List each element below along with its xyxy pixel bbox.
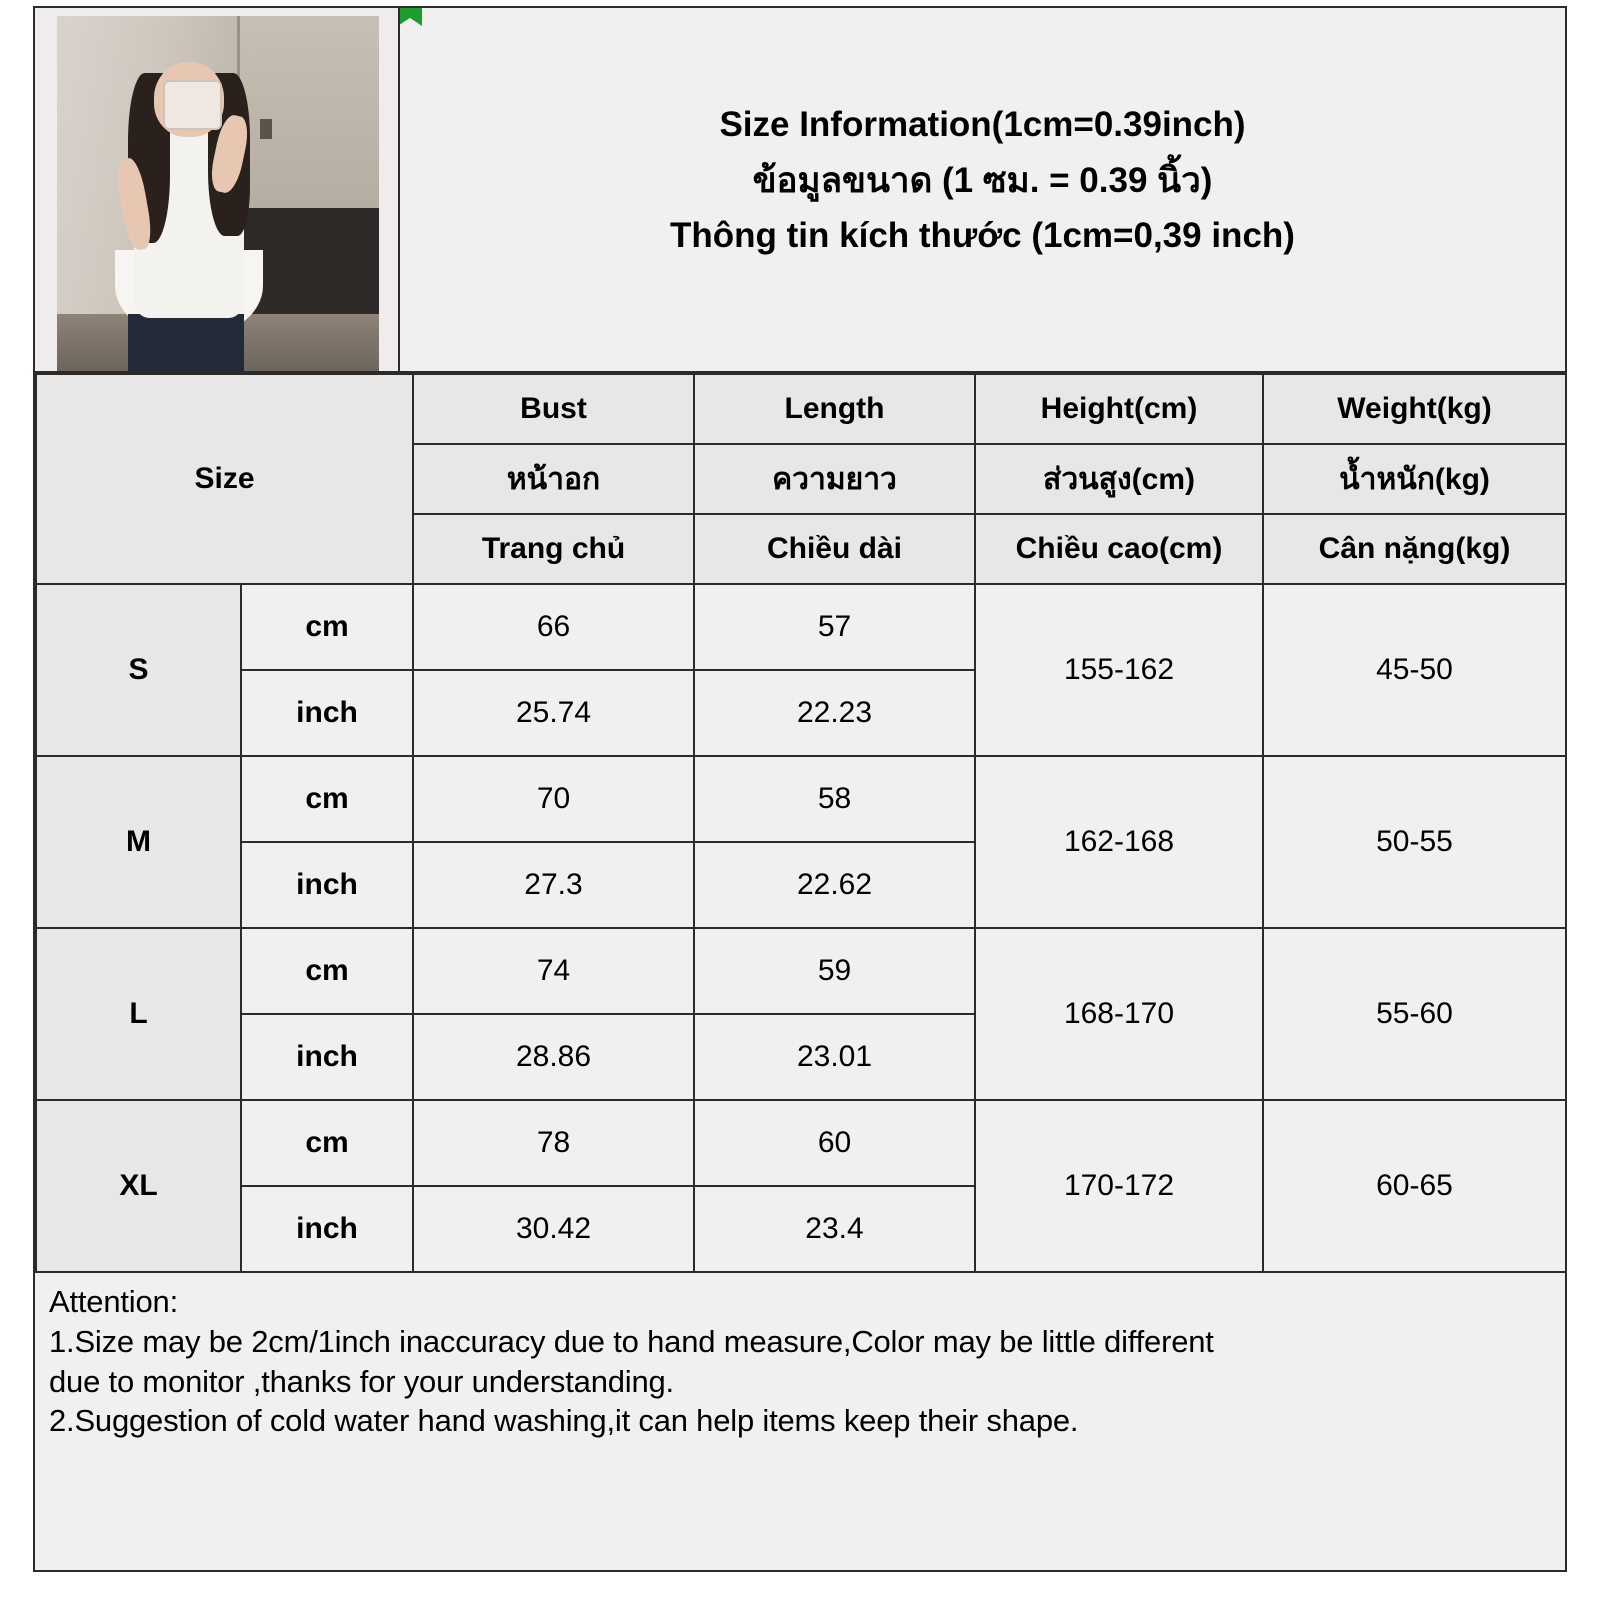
weight-m: 50-55: [1263, 756, 1566, 928]
photo-door-knob: [260, 119, 272, 139]
unit-cm-l: cm: [241, 928, 413, 1014]
attention-heading: Attention:: [49, 1284, 178, 1319]
unit-inch-m: inch: [241, 842, 413, 928]
height-m: 162-168: [975, 756, 1263, 928]
length-inch-xl: 23.4: [694, 1186, 975, 1272]
length-inch-l: 23.01: [694, 1014, 975, 1100]
weight-s: 45-50: [1263, 584, 1566, 756]
model-photo-cell: [35, 8, 400, 371]
bust-inch-xl: 30.42: [413, 1186, 694, 1272]
header-length-vi: Chiều dài: [694, 514, 975, 584]
header-weight-vi: Cân nặng(kg): [1263, 514, 1566, 584]
title-block: [400, 8, 1565, 371]
header-bust-vi: Trang chủ: [413, 514, 694, 584]
unit-cm-s: cm: [241, 584, 413, 670]
size-column-header: Size: [36, 374, 413, 584]
bust-cm-m: 70: [413, 756, 694, 842]
height-l: 168-170: [975, 928, 1263, 1100]
row-size-label-s: S: [36, 584, 241, 756]
model-photo: [57, 16, 379, 371]
bust-cm-xl: 78: [413, 1100, 694, 1186]
size-table: [35, 373, 1567, 1273]
header-weight-en: Weight(kg): [1263, 374, 1566, 444]
attention-line-2: due to monitor ,thanks for your understanding.: [49, 1363, 674, 1399]
row-size-label-m: M: [36, 756, 241, 928]
attention-line-1: 1.Size may be 2cm/1inch inaccuracy due to hand measure,Color may be little different: [49, 1323, 1214, 1359]
height-s: 155-162: [975, 584, 1263, 756]
bust-cm-s: 66: [413, 584, 694, 670]
row-size-label-l: L: [36, 928, 241, 1100]
height-xl: 170-172: [975, 1100, 1263, 1272]
table-row: [36, 1100, 1566, 1186]
weight-xl: 60-65: [1263, 1100, 1566, 1272]
unit-cm-m: cm: [241, 756, 413, 842]
title-line-en: Size Information(1cm=0.39inch): [719, 105, 1246, 144]
bust-inch-s: 25.74: [413, 670, 694, 756]
title-line-th: ข้อมูลขนาด (1 ซม. = 0.39 นิ้ว): [752, 161, 1213, 200]
unit-inch-xl: inch: [241, 1186, 413, 1272]
attention-line-3: 2.Suggestion of cold water hand washing,it can help items keep their shape.: [49, 1403, 1079, 1439]
header-bust-th: หน้าอก: [413, 444, 694, 514]
row-size-label-xl: XL: [36, 1100, 241, 1272]
length-inch-m: 22.62: [694, 842, 975, 928]
table-row: [36, 928, 1566, 1014]
header-height-th: ส่วนสูง(cm): [975, 444, 1263, 514]
bust-cm-l: 74: [413, 928, 694, 1014]
length-inch-s: 22.23: [694, 670, 975, 756]
photo-phone: [163, 80, 222, 130]
length-cm-xl: 60: [694, 1100, 975, 1186]
unit-inch-l: inch: [241, 1014, 413, 1100]
bust-inch-l: 28.86: [413, 1014, 694, 1100]
bust-inch-m: 27.3: [413, 842, 694, 928]
length-cm-s: 57: [694, 584, 975, 670]
header-height-en: Height(cm): [975, 374, 1263, 444]
header-weight-th: น้ำหนัก(kg): [1263, 444, 1566, 514]
unit-inch-s: inch: [241, 670, 413, 756]
size-chart-frame: [33, 6, 1567, 1572]
header-length-th: ความยาว: [694, 444, 975, 514]
length-cm-l: 59: [694, 928, 975, 1014]
unit-cm-xl: cm: [241, 1100, 413, 1186]
header-length-en: Length: [694, 374, 975, 444]
attention-block: [35, 1273, 1565, 1440]
table-row: [36, 584, 1566, 670]
chart-header: [35, 8, 1565, 373]
table-row: [36, 756, 1566, 842]
title-line-vi: Thông tin kích thước (1cm=0,39 inch): [670, 216, 1295, 255]
photo-jeans: [128, 314, 244, 371]
length-cm-m: 58: [694, 756, 975, 842]
table-header-row-en: [36, 374, 1566, 444]
weight-l: 55-60: [1263, 928, 1566, 1100]
header-height-vi: Chiều cao(cm): [975, 514, 1263, 584]
header-bust-en: Bust: [413, 374, 694, 444]
